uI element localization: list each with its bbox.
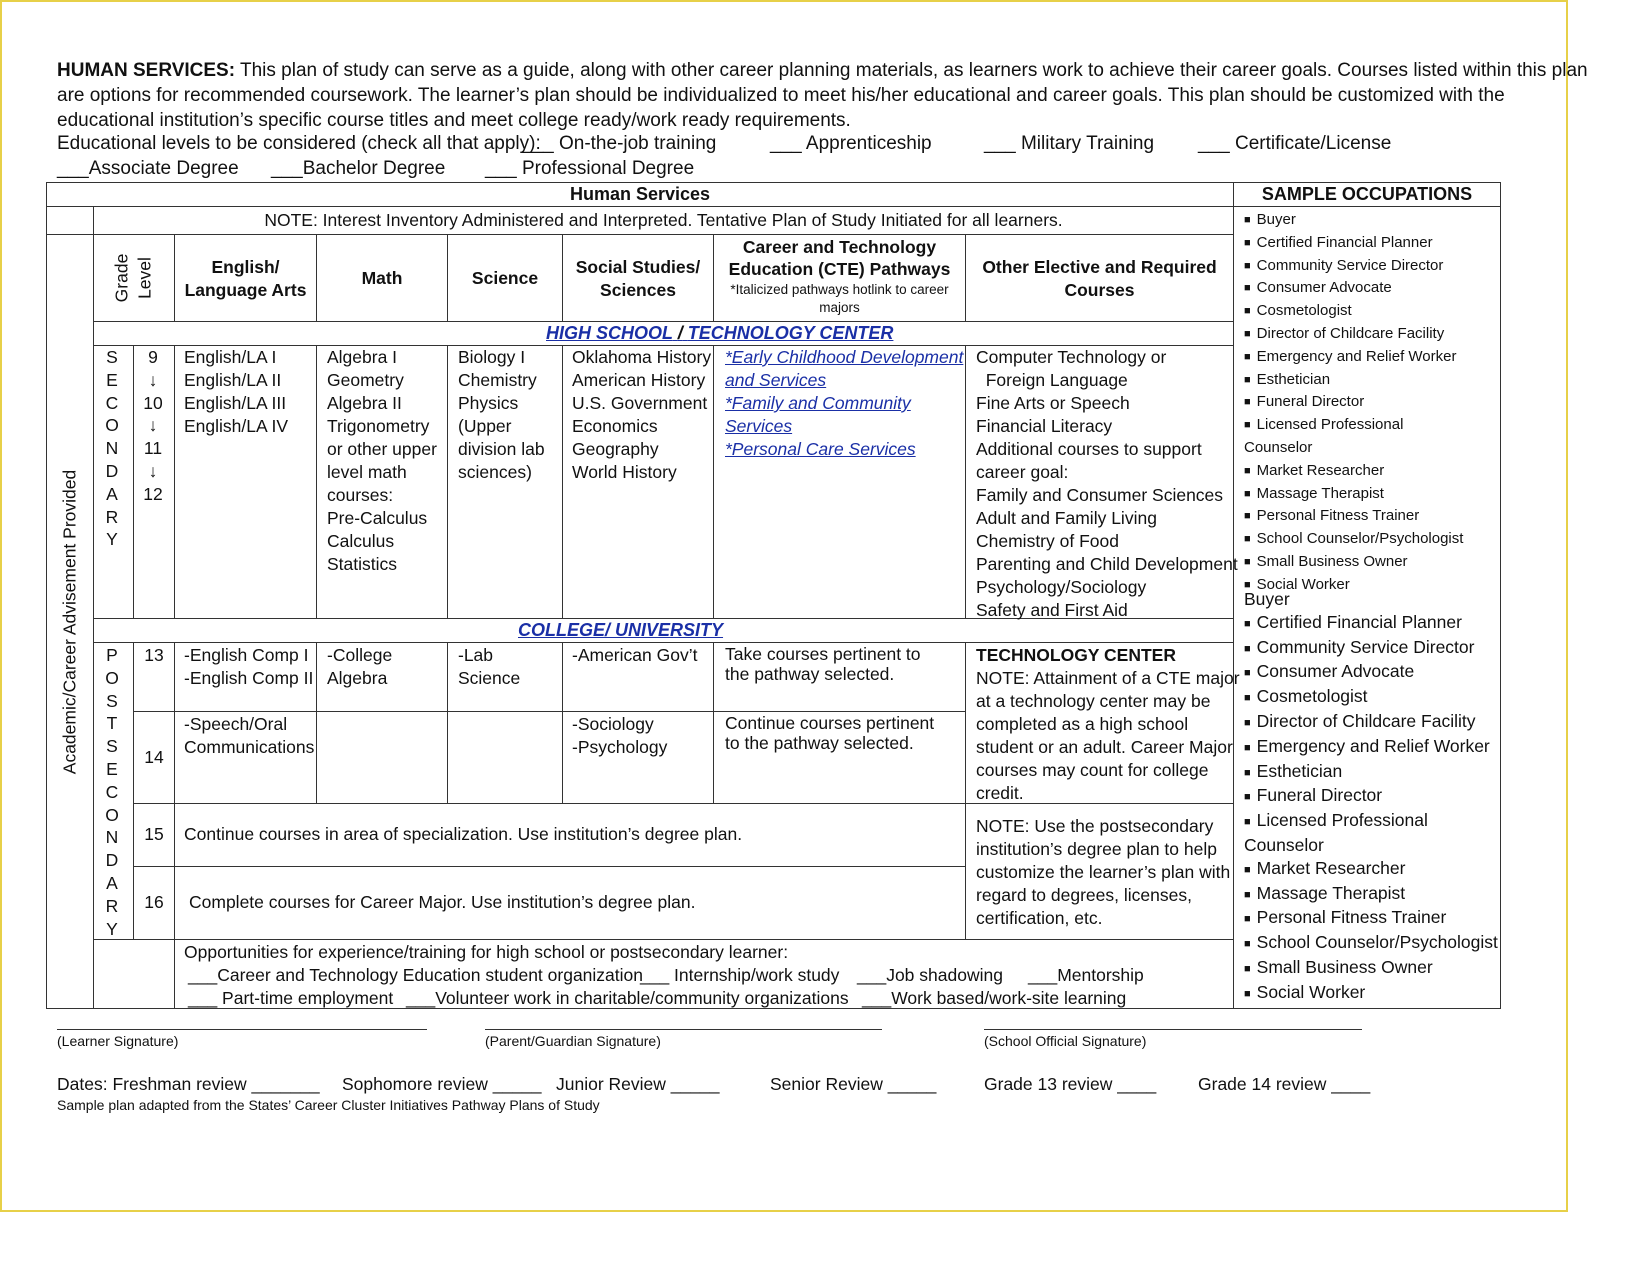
- grade-level: 11: [143, 438, 163, 459]
- level-military[interactable]: ___ Military Training: [984, 133, 1155, 154]
- occupation-item: ■ Cosmetologist: [1244, 686, 1368, 707]
- grade-14: 14: [144, 747, 164, 767]
- grade-15: 15: [144, 824, 164, 844]
- course: Algebra I: [327, 347, 398, 367]
- course: courses:: [327, 485, 394, 505]
- grade-16: 16: [144, 892, 164, 912]
- g13-cte: [725, 644, 921, 684]
- occupation-item: ■ Consumer Advocate: [1244, 279, 1392, 297]
- learner-signature-line[interactable]: [57, 1029, 427, 1030]
- intro-line-2: are options for recommended coursework. The learner’s plan should be individualized to meet his/her educational and career goals. This plan should be customized with the: [57, 85, 1505, 106]
- bullet-icon: ■: [1244, 938, 1251, 951]
- course: Fine Arts or Speech: [976, 393, 1130, 413]
- occupation-item: Buyer: [1244, 589, 1290, 609]
- level-certificate[interactable]: ___ Certificate/License: [1198, 133, 1392, 154]
- course: English/LA II: [184, 370, 282, 390]
- vertical-letter: O: [105, 415, 119, 436]
- course: -Speech/Oral: [184, 714, 288, 734]
- opportunities-title: Opportunities for experience/training for high school or postsecondary learner:: [184, 942, 789, 962]
- vertical-letter: R: [105, 506, 119, 527]
- opp-volunteer[interactable]: ___Volunteer work in charitable/community organizations: [406, 988, 849, 1008]
- official-signature-line[interactable]: [984, 1029, 1362, 1030]
- note-line: at a technology center may be: [976, 691, 1211, 711]
- level-on-the-job[interactable]: ___ On-the-job training: [522, 133, 717, 154]
- occupation-item: ■ Small Business Owner: [1244, 552, 1408, 570]
- vertical-letter: Y: [106, 918, 118, 939]
- course: Additional courses to support: [976, 439, 1202, 459]
- course: Chemistry: [458, 370, 537, 390]
- vertical-letter: S: [106, 690, 118, 711]
- occupation-item: ■ Community Service Director: [1244, 256, 1444, 274]
- occupation-item: Counselor: [1244, 438, 1313, 456]
- hs-other-courses: [976, 346, 1238, 622]
- parent-signature-line[interactable]: [485, 1029, 882, 1030]
- course: Physics: [458, 393, 519, 413]
- occupation-item: ■ Esthetician: [1244, 760, 1343, 781]
- vertical-letter: N: [105, 438, 119, 459]
- bullet-icon: ■: [1244, 692, 1251, 705]
- vertical-letter: Y: [106, 529, 118, 550]
- grade-level: ↓: [148, 369, 158, 390]
- course: Statistics: [327, 554, 398, 574]
- bullet-icon: ■: [1244, 350, 1251, 363]
- pathway-link[interactable]: *Early Childhood Development: [725, 347, 964, 367]
- occupation-item: ■ Esthetician: [1244, 370, 1331, 388]
- opp-job-shadowing[interactable]: ___Job shadowing: [857, 965, 1003, 985]
- course: Pre-Calculus: [327, 508, 428, 528]
- course: Foreign Language: [976, 370, 1128, 390]
- occupations-list-small: [1244, 209, 1463, 597]
- bullet-icon: ■: [1244, 327, 1251, 340]
- course: Economics: [572, 416, 658, 436]
- intro-line-1: This plan of study can serve as a guide, along with other career planning materials, as learners work to achieve their career goals. Courses listed within this plan: [240, 60, 1588, 81]
- course: Adult and Family Living: [976, 508, 1157, 528]
- g15-text: Continue courses in area of specialization. Use institution’s degree plan.: [184, 824, 743, 844]
- occupation-item: ■ Licensed Professional: [1244, 810, 1428, 831]
- occupation-item: ■ Emergency and Relief Worker: [1244, 347, 1457, 365]
- vertical-letter: R: [105, 895, 119, 916]
- note-line: credit.: [976, 783, 1024, 803]
- hs-cte-pathways: [725, 346, 963, 461]
- opp-mentorship[interactable]: ___Mentorship: [1028, 965, 1144, 985]
- course: to the pathway selected.: [725, 733, 914, 753]
- vertical-letter: T: [106, 713, 118, 734]
- course: -Psychology: [572, 737, 668, 757]
- occupation-item: ■ Social Worker: [1244, 981, 1366, 1002]
- course: -College: [327, 645, 393, 665]
- level-bachelor[interactable]: ___Bachelor Degree: [271, 158, 446, 179]
- side-label: Academic/Career Advisement Provided: [59, 469, 80, 775]
- occupation-item: ■ School Counselor/Psychologist: [1244, 932, 1498, 953]
- occupation-item: ■ Certified Financial Planner: [1244, 611, 1462, 632]
- course: Algebra II: [327, 393, 402, 413]
- bullet-icon: ■: [1244, 913, 1251, 926]
- occupation-item: ■ Licensed Professional: [1244, 416, 1404, 434]
- note-line: student or an adult. Career Major: [976, 737, 1233, 757]
- course: the pathway selected.: [725, 664, 895, 684]
- bullet-icon: ■: [1244, 766, 1251, 779]
- bullet-icon: ■: [1244, 214, 1251, 226]
- bullet-icon: ■: [1244, 642, 1251, 655]
- course: Geography: [572, 439, 659, 459]
- occupation-item: ■ Director of Childcare Facility: [1244, 324, 1445, 342]
- bullet-icon: ■: [1244, 236, 1251, 249]
- vertical-letter: P: [106, 645, 118, 665]
- note-line: NOTE: Attainment of a CTE major: [976, 668, 1240, 688]
- course: sciences): [458, 462, 532, 482]
- course: English/LA III: [184, 393, 287, 413]
- occupation-item: ■ Funeral Director: [1244, 393, 1365, 411]
- grade-level: 12: [143, 483, 163, 504]
- learner-signature-label: (Learner Signature): [57, 1033, 179, 1049]
- bullet-icon: ■: [1244, 667, 1251, 680]
- course: level math: [327, 462, 407, 482]
- occupation-item: ■ Personal Fitness Trainer: [1244, 907, 1447, 928]
- occupation-item: ■ Buyer: [1244, 211, 1296, 228]
- vertical-letter: O: [105, 804, 119, 825]
- tech-center-title: TECHNOLOGY CENTER: [976, 645, 1176, 665]
- g14-social: [572, 713, 667, 759]
- occupation-item: ■ Consumer Advocate: [1244, 661, 1415, 682]
- course: (Upper: [458, 416, 512, 436]
- vertical-letter: D: [105, 460, 119, 481]
- course: Psychology/Sociology: [976, 577, 1147, 597]
- bullet-icon: ■: [1244, 962, 1251, 975]
- hs-science-courses: [458, 346, 545, 484]
- course: Science: [458, 668, 521, 688]
- pathway-link[interactable]: Services: [725, 416, 793, 436]
- note-line: NOTE: Use the postsecondary: [976, 816, 1214, 836]
- date-freshman[interactable]: Dates: Freshman review _______: [57, 1074, 320, 1094]
- vertical-letter: N: [105, 827, 119, 848]
- section-high-school[interactable]: HIGH SCHOOL / TECHNOLOGY CENTER: [546, 323, 894, 343]
- vertical-letter: S: [106, 347, 118, 367]
- level-apprenticeship[interactable]: ___ Apprenticeship: [770, 133, 932, 154]
- bullet-icon: ■: [1244, 510, 1251, 523]
- occupations-list-large: [1244, 588, 1498, 1006]
- hs-social-courses: [572, 346, 711, 484]
- g14-cte: [725, 713, 934, 753]
- course: -Sociology: [572, 714, 654, 734]
- course: or other upper: [327, 439, 437, 459]
- occupation-item: ■ Director of Childcare Facility: [1244, 710, 1476, 731]
- levels-prompt: Educational levels to be considered (check all that apply):: [57, 133, 541, 154]
- parent-signature-label: (Parent/Guardian Signature): [485, 1033, 661, 1049]
- note-interest-inventory: NOTE: Interest Inventory Administered and Interpreted. Tentative Plan of Study Initiated for all learners.: [264, 210, 1063, 230]
- vertical-letter: E: [106, 758, 118, 779]
- grade-level: 10: [143, 392, 163, 413]
- bullet-icon: ■: [1244, 741, 1251, 754]
- occupation-item: ■ Market Researcher: [1244, 461, 1385, 479]
- course: Computer Technology or: [976, 347, 1167, 367]
- course: Safety and First Aid: [976, 600, 1128, 620]
- course: -English Comp II: [184, 668, 314, 688]
- g13-english: [184, 644, 313, 690]
- hs-grade-levels: [138, 346, 168, 506]
- course: career goal:: [976, 462, 1069, 482]
- course: English/LA I: [184, 347, 277, 367]
- hs-math-courses: [327, 346, 437, 576]
- header-other-electives: Other Elective and Required Courses: [982, 257, 1217, 300]
- opp-cte-org[interactable]: ___Career and Technology Education student organization: [188, 965, 643, 985]
- header-cte-note: *Italicized pathways hotlink to career: [730, 282, 949, 297]
- header-math: Math: [361, 268, 403, 288]
- pathway-link[interactable]: and Services: [725, 370, 827, 390]
- intro-line-3: educational institution’s specific course titles and meet college ready/work ready requirements.: [57, 110, 851, 131]
- grade-level: 9: [148, 347, 158, 367]
- vertical-letter: A: [106, 872, 118, 893]
- bullet-icon: ■: [1244, 396, 1251, 409]
- section-college-university[interactable]: COLLEGE/ UNIVERSITY: [518, 620, 724, 640]
- official-signature-label: (School Official Signature): [984, 1033, 1147, 1049]
- intro-lead: HUMAN SERVICES:: [57, 60, 236, 81]
- occupation-item: ■ Funeral Director: [1244, 785, 1383, 806]
- bullet-icon: ■: [1244, 863, 1251, 876]
- bullet-icon: ■: [1244, 716, 1251, 729]
- course: Take courses pertinent to: [725, 644, 921, 664]
- pathway-link[interactable]: *Personal Care Services: [725, 439, 916, 459]
- vertical-letter: S: [106, 736, 118, 757]
- course: English/LA IV: [184, 416, 289, 436]
- course: -American Gov’t: [572, 645, 698, 665]
- vertical-letter: O: [105, 667, 119, 688]
- course: Oklahoma History: [572, 347, 712, 367]
- header-english: English/ Language Arts: [184, 257, 307, 300]
- grade-level: ↓: [148, 460, 158, 481]
- course: Continue courses pertinent: [725, 713, 935, 733]
- note-line: certification, etc.: [976, 908, 1103, 928]
- header-grade: Grade: [111, 253, 132, 303]
- g14-english: [184, 713, 314, 759]
- header-science: Science: [471, 268, 539, 288]
- occupation-item: ■ Community Service Director: [1244, 636, 1475, 657]
- bullet-icon: ■: [1244, 373, 1251, 386]
- course: Family and Consumer Sciences: [976, 485, 1224, 505]
- grade-13: 13: [144, 645, 164, 665]
- date-senior[interactable]: Senior Review _____: [770, 1074, 937, 1094]
- course: Geometry: [327, 370, 404, 390]
- course: Communications: [184, 737, 315, 757]
- bullet-icon: ■: [1244, 816, 1251, 829]
- vertical-letter: C: [105, 781, 119, 802]
- g16-text: Complete courses for Career Major. Use institution’s degree plan.: [189, 892, 696, 912]
- grade-level: ↓: [148, 415, 158, 436]
- hs-english-courses: [184, 346, 288, 438]
- pathway-link[interactable]: *Family and Community: [725, 393, 911, 413]
- note-line: institution’s degree plan to help: [976, 839, 1217, 859]
- postsecondary-vertical-label: [100, 644, 124, 940]
- bullet-icon: ■: [1244, 555, 1251, 568]
- date-sophomore[interactable]: Sophomore review _____: [342, 1074, 542, 1094]
- bullet-icon: ■: [1244, 259, 1251, 272]
- occupation-item: ■ Massage Therapist: [1244, 484, 1384, 502]
- g13-math: [327, 644, 392, 690]
- occupation-item: ■ Social Worker: [1244, 575, 1350, 593]
- date-grade-14[interactable]: Grade 14 review ____: [1198, 1074, 1371, 1094]
- note-line: regard to degrees, licenses,: [976, 885, 1192, 905]
- course: World History: [572, 462, 677, 482]
- date-junior[interactable]: Junior Review _____: [556, 1074, 720, 1094]
- course: -Lab: [458, 645, 494, 665]
- bullet-icon: ■: [1244, 578, 1251, 591]
- bullet-icon: ■: [1244, 487, 1251, 500]
- bullet-icon: ■: [1244, 791, 1251, 804]
- occupation-item: Counselor: [1244, 834, 1324, 855]
- course: Calculus: [327, 531, 395, 551]
- course: Algebra: [327, 668, 388, 688]
- note-line: completed as a high school: [976, 714, 1189, 734]
- header-cte: Career and Technology Education (CTE) Pathways *Italicized pathways hotlink to career majors: [714, 236, 965, 316]
- bullet-icon: ■: [1244, 987, 1251, 1000]
- course: division lab: [458, 439, 545, 459]
- occupation-item: ■ Small Business Owner: [1244, 956, 1433, 977]
- course: Parenting and Child Development: [976, 554, 1238, 574]
- level-associate[interactable]: ___Associate Degree: [57, 158, 239, 179]
- level-professional[interactable]: ___ Professional Degree: [485, 158, 695, 179]
- vertical-letter: C: [105, 392, 119, 413]
- course: Biology I: [458, 347, 526, 367]
- bullet-icon: ■: [1244, 533, 1251, 546]
- occupation-item: ■ Certified Financial Planner: [1244, 233, 1433, 251]
- bullet-icon: ■: [1244, 888, 1251, 901]
- course: Financial Literacy: [976, 416, 1113, 436]
- intro-text: [57, 58, 1588, 133]
- bullet-icon: ■: [1244, 464, 1251, 477]
- postsecondary-note: [976, 815, 1230, 930]
- bullet-icon: ■: [1244, 617, 1251, 630]
- vertical-letter: E: [106, 369, 118, 390]
- tech-center-note: [976, 644, 1240, 805]
- header-social-studies: Social Studies/ Sciences: [575, 257, 701, 300]
- course: -English Comp I: [184, 645, 309, 665]
- g13-science: [458, 644, 520, 690]
- vertical-letter: A: [106, 483, 118, 504]
- table-title: Human Services: [569, 184, 711, 204]
- occupation-item: ■ Personal Fitness Trainer: [1244, 507, 1420, 525]
- header-level: Level: [134, 257, 155, 299]
- bullet-icon: ■: [1244, 305, 1251, 318]
- vertical-letter: D: [105, 850, 119, 871]
- note-line: customize the learner’s plan with: [976, 862, 1231, 882]
- bullet-icon: ■: [1244, 282, 1251, 295]
- occupation-item: ■ School Counselor/Psychologist: [1244, 530, 1464, 548]
- date-grade-13[interactable]: Grade 13 review ____: [984, 1074, 1157, 1094]
- opp-part-time[interactable]: ___ Part-time employment: [188, 988, 394, 1008]
- occupations-title: SAMPLE OCCUPATIONS: [1261, 184, 1473, 204]
- opp-work-based[interactable]: ___Work based/work-site learning: [862, 988, 1127, 1008]
- course: Chemistry of Food: [976, 531, 1119, 551]
- course: American History: [572, 370, 706, 390]
- course: Trigonometry: [327, 416, 430, 436]
- occupation-item: ■ Cosmetologist: [1244, 302, 1352, 320]
- course: U.S. Government: [572, 393, 708, 413]
- occupation-item: ■ Massage Therapist: [1244, 882, 1406, 903]
- occupation-item: ■ Emergency and Relief Worker: [1244, 735, 1490, 756]
- note-line: courses may count for college: [976, 760, 1209, 780]
- bullet-icon: ■: [1244, 419, 1251, 432]
- secondary-vertical-label: [100, 346, 124, 551]
- occupation-item: ■ Market Researcher: [1244, 857, 1406, 878]
- footer-note: Sample plan adapted from the States’ Career Cluster Initiatives Pathway Plans of Study: [57, 1097, 600, 1113]
- g13-social: [572, 644, 697, 667]
- opp-internship[interactable]: ___ Internship/work study: [640, 965, 840, 985]
